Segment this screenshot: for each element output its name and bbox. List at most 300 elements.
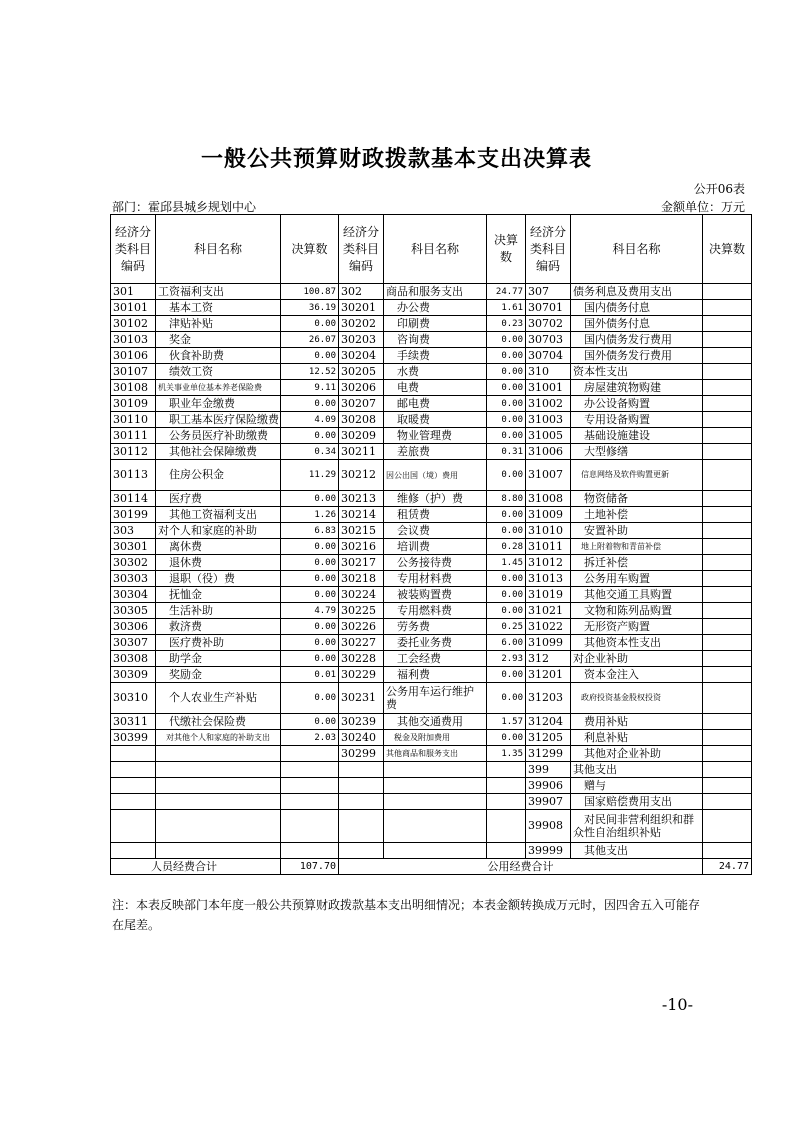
cell-code: 30311 [111,714,156,730]
page-number: -10- [661,995,693,1014]
cell-code [111,810,156,843]
cell-amount: 0.00 [281,396,339,412]
cell-name: 国外债务发行费用 [571,348,703,364]
cell-name: 国内债务发行费用 [571,332,703,348]
cell-code: 31299 [526,746,571,762]
cell-name [156,794,281,810]
cell-name: 其他交通费用 [384,714,487,730]
cell-code: 30302 [111,555,156,571]
cell-amount [703,412,752,428]
cell-code [339,794,384,810]
cell-amount [703,284,752,300]
cell-name: 对民间非营利组织和群众性自治组织补贴 [571,810,703,843]
cell-name: 印刷费 [384,316,487,332]
cell-name: 国内债务付息 [571,300,703,316]
cell-amount [703,555,752,571]
cell-amount: 0.00 [281,539,339,555]
cell-name: 物资储备 [571,491,703,507]
cell-code [339,778,384,794]
cell-name: 住房公积金 [156,460,281,491]
cell-name: 租赁费 [384,507,487,523]
cell-name: 退休费 [156,555,281,571]
cell-amount: 0.34 [281,444,339,460]
expenditure-table [110,214,752,875]
cell-code: 31007 [526,460,571,491]
header-name: 科目名称 [156,215,281,284]
cell-name: 劳务费 [384,619,487,635]
cell-name: 其他商品和服务支出 [384,746,487,762]
cell-name: 其他资本性支出 [571,635,703,651]
cell-amount [487,762,526,778]
cell-name: 物业管理费 [384,428,487,444]
cell-name: 其他支出 [571,843,703,859]
cell-amount [281,810,339,843]
cell-code: 31011 [526,539,571,555]
cell-amount: 0.00 [281,428,339,444]
table-row [111,364,752,380]
cell-name: 国家赔偿费用支出 [571,794,703,810]
cell-amount: 1.45 [487,555,526,571]
cell-code: 39907 [526,794,571,810]
cell-name: 津贴补贴 [156,316,281,332]
table-row [111,762,752,778]
cell-amount [703,843,752,859]
cell-code: 30216 [339,539,384,555]
cell-name: 商品和服务支出 [384,284,487,300]
cell-name: 拆迁补偿 [571,555,703,571]
header-amount: 决算数 [703,215,752,284]
cell-code: 30309 [111,667,156,683]
cell-amount [487,794,526,810]
cell-name: 个人农业生产补贴 [156,683,281,714]
cell-code: 31006 [526,444,571,460]
cell-name: 手续费 [384,348,487,364]
cell-amount: 0.00 [281,316,339,332]
cell-amount: 1.26 [281,507,339,523]
cell-code: 30306 [111,619,156,635]
cell-code: 30228 [339,651,384,667]
cell-amount: 0.25 [487,619,526,635]
cell-name: 文物和陈列品购置 [571,603,703,619]
cell-code: 30218 [339,571,384,587]
cell-code: 30239 [339,714,384,730]
cell-amount [703,539,752,555]
cell-amount [703,714,752,730]
cell-name: 差旅费 [384,444,487,460]
cell-name: 无形资产购置 [571,619,703,635]
cell-name [156,746,281,762]
cell-amount: 0.00 [281,555,339,571]
footnote: 注：本表反映部门本年度一般公共预算财政拨款基本支出明细情况；本表金额转换成万元时，因四舍五入可能存在尾差。 [112,898,701,932]
cell-code: 30212 [339,460,384,491]
header-amount: 决算数 [281,215,339,284]
cell-name: 委托业务费 [384,635,487,651]
cell-name: 费用补贴 [571,714,703,730]
cell-code [111,794,156,810]
cell-code: 30304 [111,587,156,603]
cell-amount [703,587,752,603]
cell-amount [281,746,339,762]
table-row [111,603,752,619]
cell-name: 基本工资 [156,300,281,316]
cell-name: 其他对企业补助 [571,746,703,762]
cell-name: 被装购置费 [384,587,487,603]
cell-code: 30109 [111,396,156,412]
table-row [111,619,752,635]
header-code: 经济分类科目编码 [111,215,156,284]
table-body [111,284,752,859]
cell-amount [487,843,526,859]
cell-name: 维修（护）费 [384,491,487,507]
cell-code: 30231 [339,683,384,714]
cell-code: 31013 [526,571,571,587]
cell-code: 30305 [111,603,156,619]
table-row [111,444,752,460]
cell-name: 对其他个人和家庭的补助支出 [156,730,281,746]
cell-amount [703,332,752,348]
cell-amount [281,762,339,778]
table-row [111,460,752,491]
table-row [111,316,752,332]
cell-name: 对企业补助 [571,651,703,667]
cell-code: 30102 [111,316,156,332]
cell-name: 债务利息及费用支出 [571,284,703,300]
cell-name: 专用设备购置 [571,412,703,428]
cell-amount: 0.00 [281,348,339,364]
cell-name [384,762,487,778]
cell-code: 31021 [526,603,571,619]
table-row [111,412,752,428]
personnel-total-label: 人员经费合计 [111,859,281,875]
cell-code: 30299 [339,746,384,762]
cell-amount: 0.00 [487,348,526,364]
cell-amount [703,396,752,412]
cell-amount: 2.03 [281,730,339,746]
personnel-total-value: 107.70 [281,859,339,875]
cell-amount: 0.00 [487,523,526,539]
cell-amount [703,571,752,587]
cell-code: 30204 [339,348,384,364]
cell-amount: 1.35 [487,746,526,762]
cell-amount [703,428,752,444]
cell-name: 国外债务付息 [571,316,703,332]
cell-amount [703,300,752,316]
table-row [111,778,752,794]
cell-name: 伙食补助费 [156,348,281,364]
cell-code: 30226 [339,619,384,635]
cell-name: 资本性支出 [571,364,703,380]
cell-amount: 0.28 [487,539,526,555]
cell-name: 助学金 [156,651,281,667]
table-row [111,380,752,396]
cell-name: 其他交通工具购置 [571,587,703,603]
cell-amount: 26.07 [281,332,339,348]
cell-amount [487,810,526,843]
table-row [111,523,752,539]
cell-code: 30701 [526,300,571,316]
cell-amount: 0.00 [281,651,339,667]
cell-amount: 0.00 [281,571,339,587]
cell-name: 生活补助 [156,603,281,619]
cell-code: 30110 [111,412,156,428]
cell-amount: 0.00 [487,603,526,619]
cell-code: 312 [526,651,571,667]
table-row [111,332,752,348]
cell-amount: 36.19 [281,300,339,316]
cell-code: 31010 [526,523,571,539]
cell-code: 302 [339,284,384,300]
cell-code: 307 [526,284,571,300]
cell-code: 399 [526,762,571,778]
cell-name: 政府投资基金股权投资 [571,683,703,714]
cell-code: 31003 [526,412,571,428]
cell-name: 公务员医疗补助缴费 [156,428,281,444]
cell-amount: 0.00 [487,571,526,587]
table-row [111,507,752,523]
table-row [111,810,752,843]
cell-amount: 0.00 [487,412,526,428]
cell-name: 医疗费 [156,491,281,507]
cell-code: 30214 [339,507,384,523]
table-row [111,555,752,571]
form-number: 公开06表 [693,182,745,196]
cell-code: 30211 [339,444,384,460]
cell-amount [703,635,752,651]
cell-name: 公务接待费 [384,555,487,571]
cell-name: 大型修缮 [571,444,703,460]
table-row [111,284,752,300]
cell-name: 机关事业单位基本养老保险费 [156,380,281,396]
cell-amount: 0.00 [281,714,339,730]
cell-amount: 1.57 [487,714,526,730]
cell-amount [703,762,752,778]
cell-amount [281,843,339,859]
cell-code: 30213 [339,491,384,507]
cell-name: 其他支出 [571,762,703,778]
cell-amount: 9.11 [281,380,339,396]
cell-code: 30208 [339,412,384,428]
cell-code: 30199 [111,507,156,523]
cell-code [111,762,156,778]
cell-code: 31005 [526,428,571,444]
header-name: 科目名称 [571,215,703,284]
cell-code: 30111 [111,428,156,444]
table-row [111,714,752,730]
cell-amount [703,348,752,364]
cell-code: 30303 [111,571,156,587]
cell-code [339,762,384,778]
cell-amount: 0.00 [281,587,339,603]
cell-amount: 0.00 [487,380,526,396]
cell-name: 税金及附加费用 [384,730,487,746]
cell-amount [703,603,752,619]
cell-amount: 12.52 [281,364,339,380]
cell-code: 30704 [526,348,571,364]
cell-name: 救济费 [156,619,281,635]
cell-amount: 0.00 [487,730,526,746]
cell-code: 30227 [339,635,384,651]
cell-amount: 0.23 [487,316,526,332]
cell-name: 邮电费 [384,396,487,412]
cell-name: 奖金 [156,332,281,348]
cell-code: 31204 [526,714,571,730]
cell-name: 基础设施建设 [571,428,703,444]
cell-name [384,794,487,810]
cell-code: 30201 [339,300,384,316]
cell-amount [703,460,752,491]
cell-amount: 0.00 [281,491,339,507]
cell-amount: 0.00 [487,364,526,380]
cell-code: 31019 [526,587,571,603]
cell-code: 31203 [526,683,571,714]
cell-name: 职业年金缴费 [156,396,281,412]
cell-name: 工资福利支出 [156,284,281,300]
cell-name: 电费 [384,380,487,396]
cell-name [156,810,281,843]
cell-amount [703,619,752,635]
cell-amount: 0.00 [487,332,526,348]
cell-code [111,843,156,859]
table-row [111,571,752,587]
cell-code: 310 [526,364,571,380]
cell-code: 30113 [111,460,156,491]
cell-amount [703,491,752,507]
cell-amount [703,444,752,460]
cell-amount: 0.00 [281,635,339,651]
cell-code: 30101 [111,300,156,316]
cell-amount: 4.79 [281,603,339,619]
cell-amount [703,364,752,380]
cell-name: 抚恤金 [156,587,281,603]
cell-amount: 24.77 [487,284,526,300]
table-row [111,491,752,507]
table-row [111,667,752,683]
table-row [111,587,752,603]
cell-code: 30229 [339,667,384,683]
cell-name [156,762,281,778]
cell-code [111,778,156,794]
cell-name: 水费 [384,364,487,380]
cell-name: 绩效工资 [156,364,281,380]
cell-code: 30114 [111,491,156,507]
public-total-value: 24.77 [703,859,752,875]
cell-name: 公务用车购置 [571,571,703,587]
cell-name: 专用材料费 [384,571,487,587]
cell-name: 地上附着物和青苗补偿 [571,539,703,555]
cell-code: 30225 [339,603,384,619]
cell-code: 30209 [339,428,384,444]
cell-name: 会议费 [384,523,487,539]
cell-code: 30702 [526,316,571,332]
cell-name: 代缴社会保险费 [156,714,281,730]
cell-amount: 2.93 [487,651,526,667]
cell-name: 因公出国（境）费用 [384,460,487,491]
cell-amount: 1.61 [487,300,526,316]
cell-code: 30103 [111,332,156,348]
cell-amount: 0.00 [487,460,526,491]
header-code: 经济分类科目编码 [526,215,571,284]
cell-code: 30308 [111,651,156,667]
cell-name: 医疗费补助 [156,635,281,651]
cell-amount: 4.09 [281,412,339,428]
cell-code [339,843,384,859]
cell-amount: 0.00 [487,587,526,603]
cell-name: 办公费 [384,300,487,316]
table-row [111,683,752,714]
cell-name: 赠与 [571,778,703,794]
cell-code: 30202 [339,316,384,332]
cell-amount [703,746,752,762]
cell-amount [703,794,752,810]
cell-name: 奖励金 [156,667,281,683]
table-row [111,348,752,364]
cell-amount [703,778,752,794]
cell-name [384,810,487,843]
cell-amount: 6.00 [487,635,526,651]
cell-code: 30703 [526,332,571,348]
cell-code: 39999 [526,843,571,859]
table-row [111,300,752,316]
cell-amount: 0.00 [487,507,526,523]
unit-label: 金额单位：万元 [660,200,745,214]
cell-amount: 6.83 [281,523,339,539]
cell-amount [703,683,752,714]
table-row [111,794,752,810]
cell-name: 安置补助 [571,523,703,539]
cell-code: 31022 [526,619,571,635]
cell-name: 专用燃料费 [384,603,487,619]
cell-code: 31201 [526,667,571,683]
page-title: 一般公共预算财政拨款基本支出决算表 [200,147,592,172]
cell-amount: 0.00 [281,683,339,714]
table-row [111,651,752,667]
cell-name: 其他社会保障缴费 [156,444,281,460]
cell-name [384,843,487,859]
cell-amount [703,507,752,523]
cell-name: 其他工资福利支出 [156,507,281,523]
cell-code: 31001 [526,380,571,396]
cell-code: 30205 [339,364,384,380]
header-name: 科目名称 [384,215,487,284]
table-row [111,428,752,444]
cell-name: 咨询费 [384,332,487,348]
cell-code: 30108 [111,380,156,396]
cell-code: 30301 [111,539,156,555]
table-row [111,843,752,859]
cell-code: 30217 [339,555,384,571]
cell-code: 30106 [111,348,156,364]
cell-amount: 11.29 [281,460,339,491]
cell-code: 31099 [526,635,571,651]
cell-name: 土地补偿 [571,507,703,523]
cell-code [111,746,156,762]
cell-code: 39908 [526,810,571,843]
cell-name: 取暖费 [384,412,487,428]
cell-amount [487,778,526,794]
cell-code: 30307 [111,635,156,651]
cell-code: 30215 [339,523,384,539]
table-row [111,396,752,412]
cell-amount [281,794,339,810]
cell-name [384,778,487,794]
cell-code: 31008 [526,491,571,507]
cell-amount: 0.00 [487,683,526,714]
cell-code: 30206 [339,380,384,396]
department-label: 部门：霍邱县城乡规划中心 [112,200,257,214]
table-row [111,539,752,555]
cell-name: 工会经费 [384,651,487,667]
cell-code: 30107 [111,364,156,380]
